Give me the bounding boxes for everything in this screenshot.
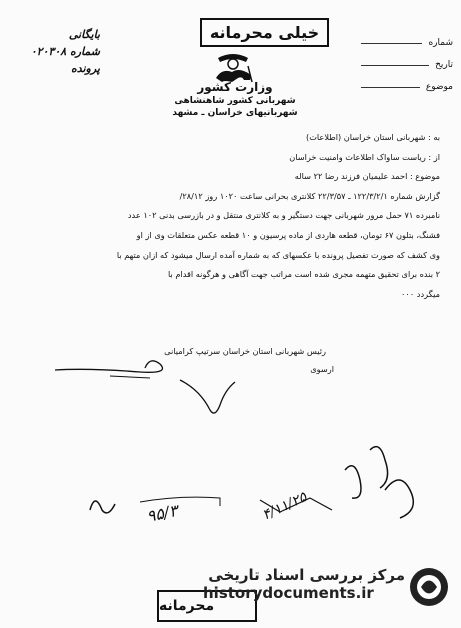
- body-line: از : ریاست ساواک اطلاعات وامنیت خراسان: [289, 151, 440, 162]
- handwritten-note: پرونده: [70, 62, 100, 75]
- header-fields: [361, 32, 453, 98]
- body-line: فشنگ، بتلون ۶۷ تومان، قطعه هاردی از ماده پرسیون و ۱۰ قطعه عکس متعلقات وی از او: [136, 229, 440, 240]
- field-date: تاریخ: [361, 54, 453, 76]
- body-line: نامبرده ۷۱ حمل مرور شهربانی جهت دستگیر و به کلانتری منتقل و در بازرسی بدنی ۱۰۲ عدد: [127, 210, 440, 221]
- archive-logo-icon: [408, 566, 450, 608]
- letterhead-line: شهربانیهای خراسان ـ مشهد: [172, 108, 298, 118]
- classification-stamp-top: خیلی محرمانه: [200, 18, 329, 47]
- letterhead: [170, 80, 300, 118]
- field-number: شماره: [361, 32, 453, 54]
- handwritten-margin-notes: [30, 26, 100, 77]
- signatory-name: ارسوی: [310, 364, 334, 374]
- signatory-title: رئیس شهربانی استان خراسان سرتیپ کرامیانی: [164, 346, 326, 356]
- letter-body: [30, 128, 440, 304]
- watermark: [195, 566, 405, 602]
- body-line: به : شهربانی استان خراسان (اطلاعات): [306, 132, 440, 142]
- watermark-title: مرکز بررسی اسناد تاریخی: [208, 566, 405, 584]
- body-line: گزارش شماره ۱۲۲/۳/۲/۱ ـ ۲۲/۳/۵۷ کلانتری بحرانی ساعت ۱۰۲۰ روز ۲۸/۱۲/: [179, 190, 440, 201]
- handwritten-note: شماره ۰۲۰۳۰۸: [30, 45, 100, 58]
- svg-text:۹۵/۳: ۹۵/۳: [144, 500, 180, 526]
- body-line: موضوع : احمد علیمیان فرزند رضا ۲۲ ساله: [294, 171, 440, 182]
- body-line: ۲ بنده برای تحقیق متهمه مجری شده است مراتب جهت آگاهی و هرگونه اقدام با: [167, 269, 440, 280]
- body-line: وی کشف که صورت تفصیل پرونده با عکسهای که به شماره آمده ارسال میشود که ازان متهم با: [116, 249, 440, 260]
- watermark-url: historydocuments.ir: [203, 584, 374, 602]
- classification-stamp-bottom: محرمانه: [157, 590, 257, 622]
- handwritten-note: بایگانی: [68, 28, 100, 41]
- body-line: میگردد ۰۰۰: [401, 288, 440, 299]
- field-subject: موضوع: [361, 76, 453, 98]
- handwritten-annotations: [80, 440, 440, 540]
- svg-text:۴/۱۱/۲۵: ۴/۱۱/۲۵: [259, 489, 310, 524]
- ministry-title: وزارت کشور: [197, 80, 273, 94]
- handwritten-signature: [50, 350, 240, 420]
- letterhead-line: شهربانی کشور شاهنشاهی: [174, 96, 296, 106]
